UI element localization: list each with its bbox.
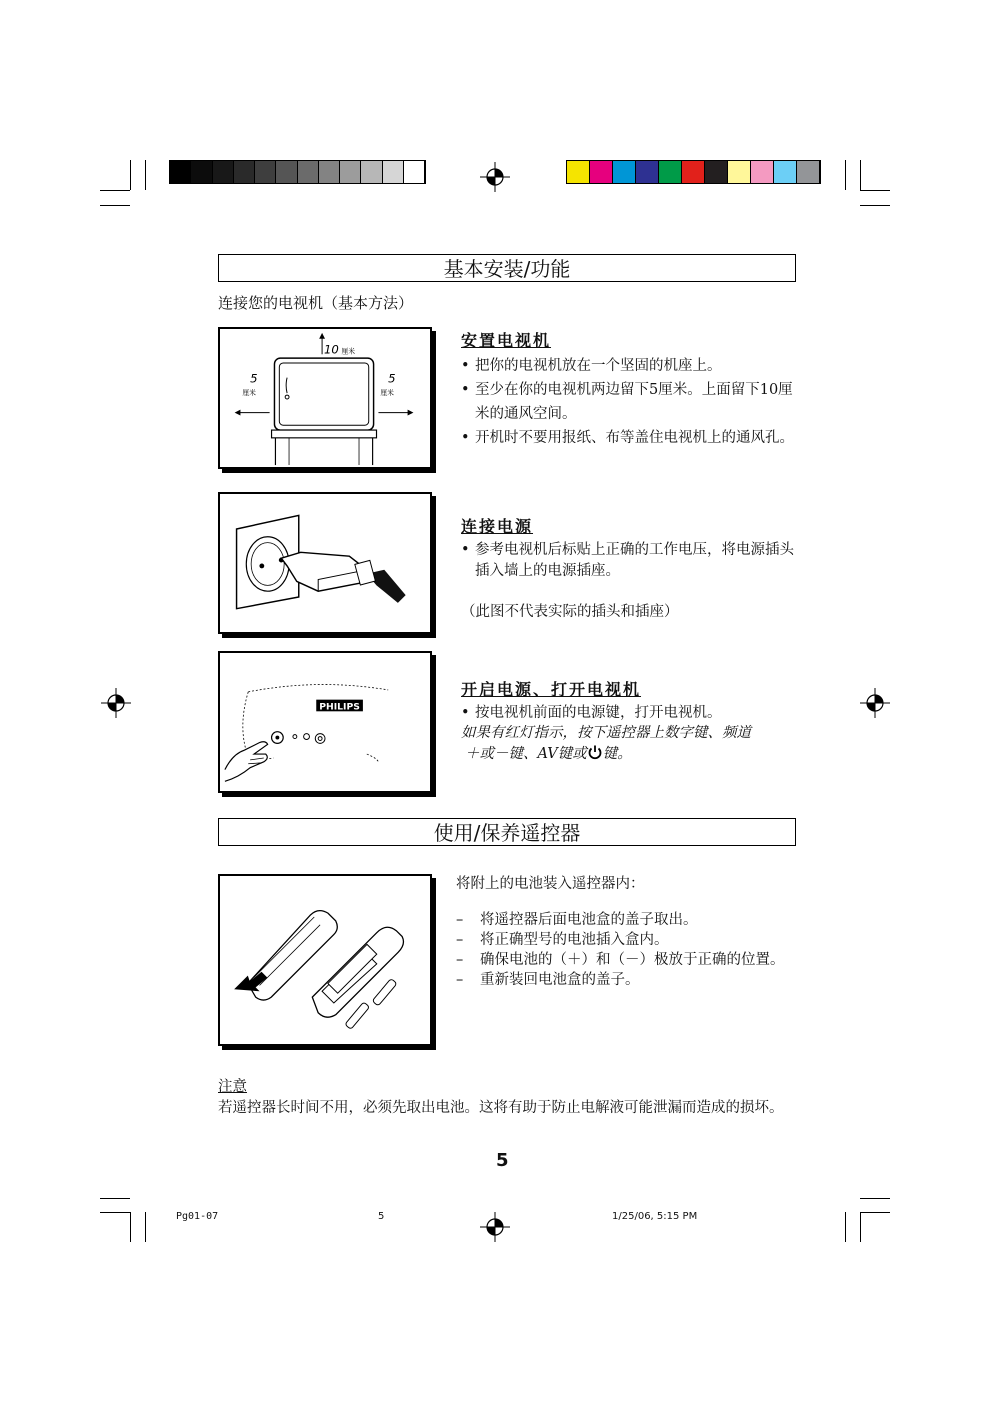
section-title-installation: 基本安装/功能: [218, 254, 796, 282]
instruction-line-2: [461, 744, 801, 765]
color-swatch: [682, 161, 705, 183]
color-swatch: [255, 161, 276, 183]
color-swatch: [590, 161, 613, 183]
list-item: – 将正确型号的电池插入盒内。: [456, 930, 800, 950]
crop-mark: [100, 190, 130, 191]
list-item: • 开机时不要用报纸、布等盖住电视机上的通风孔。: [461, 426, 799, 450]
registration-mark-icon: [860, 688, 890, 718]
crop-mark: [100, 1198, 130, 1199]
crop-mark: [145, 1212, 146, 1242]
crop-mark: [860, 1198, 890, 1199]
list-item: – 将遥控器后面电池盒的盖子取出。: [456, 910, 800, 930]
battery-intro: 将附上的电池装入遥控器内：: [456, 876, 645, 892]
color-swatch: [659, 161, 682, 183]
top-clearance-unit: 厘米: [341, 347, 356, 356]
top-clearance-number: 10: [324, 342, 339, 357]
color-swatch: [636, 161, 659, 183]
color-swatch: [705, 161, 728, 183]
section-title-remote: 使用/保养遥控器: [218, 818, 796, 846]
place-tv-bullets: [461, 354, 799, 450]
instruction-line-1: 如果有红灯指示，按下遥控器上数字键、频道: [461, 725, 751, 741]
heading-connect-power: 连接电源: [461, 517, 534, 536]
color-swatch: [340, 161, 361, 183]
crop-mark: [845, 1212, 846, 1242]
instruction-line-2-b: 键。: [602, 746, 632, 762]
crop-mark: [100, 1212, 130, 1213]
color-swatch: [567, 161, 590, 183]
power-icon: [587, 744, 603, 760]
color-swatch: [234, 161, 255, 183]
crop-mark: [845, 160, 846, 190]
color-swatch: [170, 161, 191, 183]
color-swatch: [383, 161, 404, 183]
note-title: 注意: [218, 1079, 247, 1095]
power-plug-figure: [218, 492, 432, 634]
crop-mark: [100, 205, 130, 206]
color-swatch: [298, 161, 319, 183]
color-swatch: [191, 161, 212, 183]
grayscale-strip: [169, 160, 426, 184]
list-item: • 按电视机前面的电源键，打开电视机。: [461, 703, 799, 723]
registration-mark-icon: [480, 1212, 510, 1242]
list-item: • 至少在你的电视机两边留下5厘米。上面留下10厘米的通风空间。: [461, 378, 799, 426]
crop-mark: [130, 1212, 131, 1242]
color-swatch: [613, 161, 636, 183]
power-bullets: [461, 540, 799, 582]
footer-page: 5: [378, 1211, 385, 1222]
crop-mark: [130, 160, 131, 190]
color-swatch: [361, 161, 382, 183]
remote-battery-illustration: [220, 876, 430, 1044]
crop-mark: [145, 160, 146, 190]
left-clearance-number: 5: [250, 371, 258, 386]
color-swatch: [728, 161, 751, 183]
list-item: – 确保电池的（＋）和（－）极放于正确的位置。: [456, 950, 800, 970]
color-swatch: [319, 161, 340, 183]
remote-battery-figure: [218, 874, 432, 1046]
tv-placement-illustration: [220, 329, 430, 467]
list-item: • 参考电视机后标贴上正确的工作电压，将电源插头插入墙上的电源插座。: [461, 540, 799, 582]
heading-place-tv: 安置电视机: [461, 331, 552, 350]
color-swatch: [797, 161, 820, 183]
color-swatch: [751, 161, 774, 183]
footer-timestamp: 1/25/06, 5:15 PM: [612, 1211, 698, 1222]
list-item: – 重新装回电池盒的盖子。: [456, 970, 800, 990]
switch-on-bullets: [461, 703, 799, 723]
right-clearance-number: 5: [388, 371, 396, 386]
tv-front-panel-illustration: [220, 653, 430, 791]
instruction-line-2-a: ＋或－键、AV键或: [465, 746, 587, 762]
color-swatch: [276, 161, 297, 183]
figure-disclaimer: （此图不代表实际的插头和插座）: [461, 604, 679, 620]
battery-steps: [456, 910, 800, 990]
crop-mark: [860, 205, 890, 206]
list-item: • 把你的电视机放在一个坚固的机座上。: [461, 354, 799, 378]
registration-mark-icon: [101, 688, 131, 718]
registration-mark-icon: [480, 162, 510, 192]
left-clearance-unit: 厘米: [242, 389, 256, 398]
red-light-instruction: [461, 723, 801, 765]
color-strip: [566, 160, 821, 184]
tv-placement-figure: [218, 327, 432, 469]
color-swatch: [774, 161, 797, 183]
color-swatch: [404, 161, 425, 183]
footer-file-name: Pg01-07: [176, 1211, 219, 1222]
crop-mark: [860, 160, 861, 190]
brand-logo: PHILIPS: [319, 701, 360, 713]
note-text: 若遥控器长时间不用，必须先取出电池。这将有助于防止电解液可能泄漏而造成的损坏。: [218, 1100, 784, 1116]
power-on-figure: [218, 651, 432, 793]
heading-switch-on: 开启电源、打开电视机: [461, 680, 642, 699]
color-swatch: [213, 161, 234, 183]
crop-mark: [860, 190, 890, 191]
page-number: 5: [496, 1150, 509, 1171]
crop-mark: [860, 1212, 861, 1242]
section-subtitle: 连接您的电视机（基本方法）: [218, 294, 414, 312]
plug-socket-illustration: [220, 494, 430, 632]
right-clearance-unit: 厘米: [380, 389, 394, 398]
crop-mark: [860, 1212, 890, 1213]
